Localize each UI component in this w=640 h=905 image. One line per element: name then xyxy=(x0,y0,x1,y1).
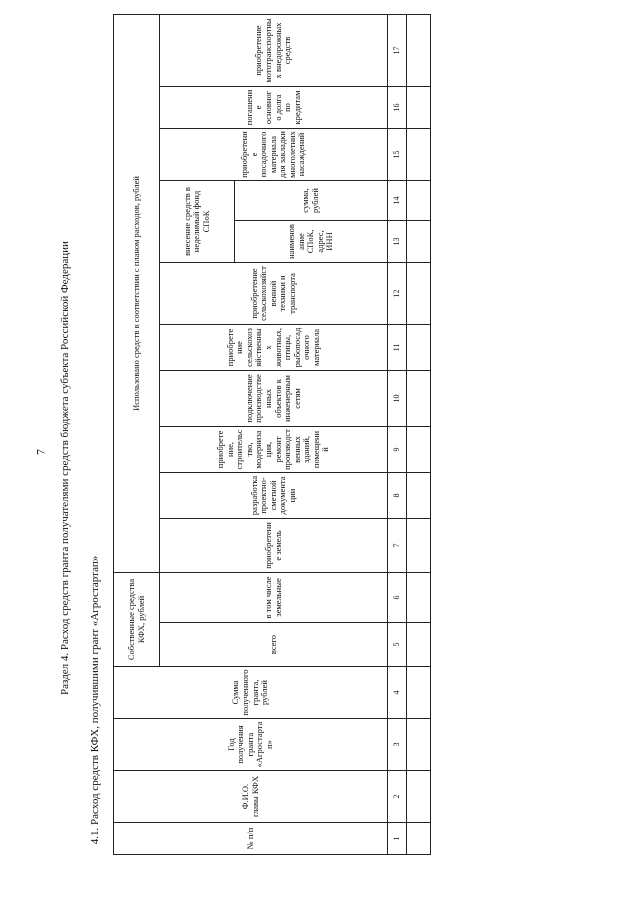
header-own-total: всего xyxy=(160,623,388,667)
header-coop-sum: сумма, рублей xyxy=(235,180,388,220)
column-number: 7 xyxy=(388,518,407,572)
table-cell xyxy=(407,426,431,472)
table-cell xyxy=(407,180,431,220)
column-number: 16 xyxy=(388,86,407,128)
report-table xyxy=(113,14,431,855)
header-grant-sum: Сумма полученного гранта, рублей xyxy=(114,667,388,719)
column-number-row xyxy=(388,14,407,854)
table-cell xyxy=(407,823,431,855)
column-number: 1 xyxy=(388,823,407,855)
header-coop-name: наименование СПоК, адрес, ИНН xyxy=(235,220,388,262)
header-own-funds: Собственные средства КФХ, рублей xyxy=(114,572,160,666)
header-machinery: приобретение сельскохозяйственной техники и транспорта xyxy=(160,262,388,324)
header-land-purchase: приобретение земель xyxy=(160,518,388,572)
header-design-docs: разработка проектно-сметной документации xyxy=(160,472,388,518)
header-buildings: приобретение, строительство, модернизация, ремонт производственных зданий, помещений xyxy=(160,426,388,472)
column-number: 5 xyxy=(388,623,407,667)
header-year: Год получения гранта «Агростартап» xyxy=(114,719,388,771)
column-number: 13 xyxy=(388,220,407,262)
table-cell xyxy=(407,262,431,324)
table-cell xyxy=(407,86,431,128)
header-fio: Ф.И.О. главы КФХ xyxy=(114,771,388,823)
column-number: 15 xyxy=(388,128,407,180)
table-cell xyxy=(407,771,431,823)
table-cell xyxy=(407,370,431,426)
column-number: 9 xyxy=(388,426,407,472)
header-animals: приобретение сельскохозяйственных животных, птицы, рыбопосадочного материала xyxy=(160,324,388,370)
header-transport: приобретение мототранспортных внедорожных средств xyxy=(160,14,388,86)
header-planting: приобретение посадочного материала для закладки многолетних насаждений xyxy=(160,128,388,180)
column-number: 4 xyxy=(388,667,407,719)
column-number: 2 xyxy=(388,771,407,823)
header-row-1 xyxy=(114,14,160,854)
table-cell xyxy=(407,719,431,771)
header-utility-connection: подключение производственных объектов к инженерным сетям xyxy=(160,370,388,426)
table-cell xyxy=(407,324,431,370)
report-table-container xyxy=(113,18,431,855)
header-own-land: в том числе земельные xyxy=(160,572,388,622)
column-number: 3 xyxy=(388,719,407,771)
table-cell xyxy=(407,667,431,719)
page-number: 7 xyxy=(33,449,48,455)
table-cell xyxy=(407,623,431,667)
table-cell xyxy=(407,572,431,622)
table-cell xyxy=(407,472,431,518)
column-number: 12 xyxy=(388,262,407,324)
header-coop-fund: внесение средств в неделимый фонд СПоК xyxy=(160,180,235,262)
column-number: 11 xyxy=(388,324,407,370)
column-number: 17 xyxy=(388,14,407,86)
header-row-number: № п/п xyxy=(114,823,388,855)
table-row xyxy=(407,14,431,854)
table-cell xyxy=(407,518,431,572)
section-title: Раздел 4. Расход средств гранта получателями средств бюджета субъекта Российской Федерации xyxy=(59,241,71,695)
column-number: 6 xyxy=(388,572,407,622)
table-cell xyxy=(407,220,431,262)
column-number: 14 xyxy=(388,180,407,220)
column-number: 8 xyxy=(388,472,407,518)
header-used-funds: Использовано средств в соответствии с планом расходов, рублей xyxy=(114,14,160,572)
table-cell xyxy=(407,128,431,180)
header-loan: погашение основного долга по кредитам xyxy=(160,86,388,128)
table-cell xyxy=(407,14,431,86)
subsection-title: 4.1. Расход средств КФХ, получившими грант «Агростартап» xyxy=(89,555,101,845)
column-number: 10 xyxy=(388,370,407,426)
